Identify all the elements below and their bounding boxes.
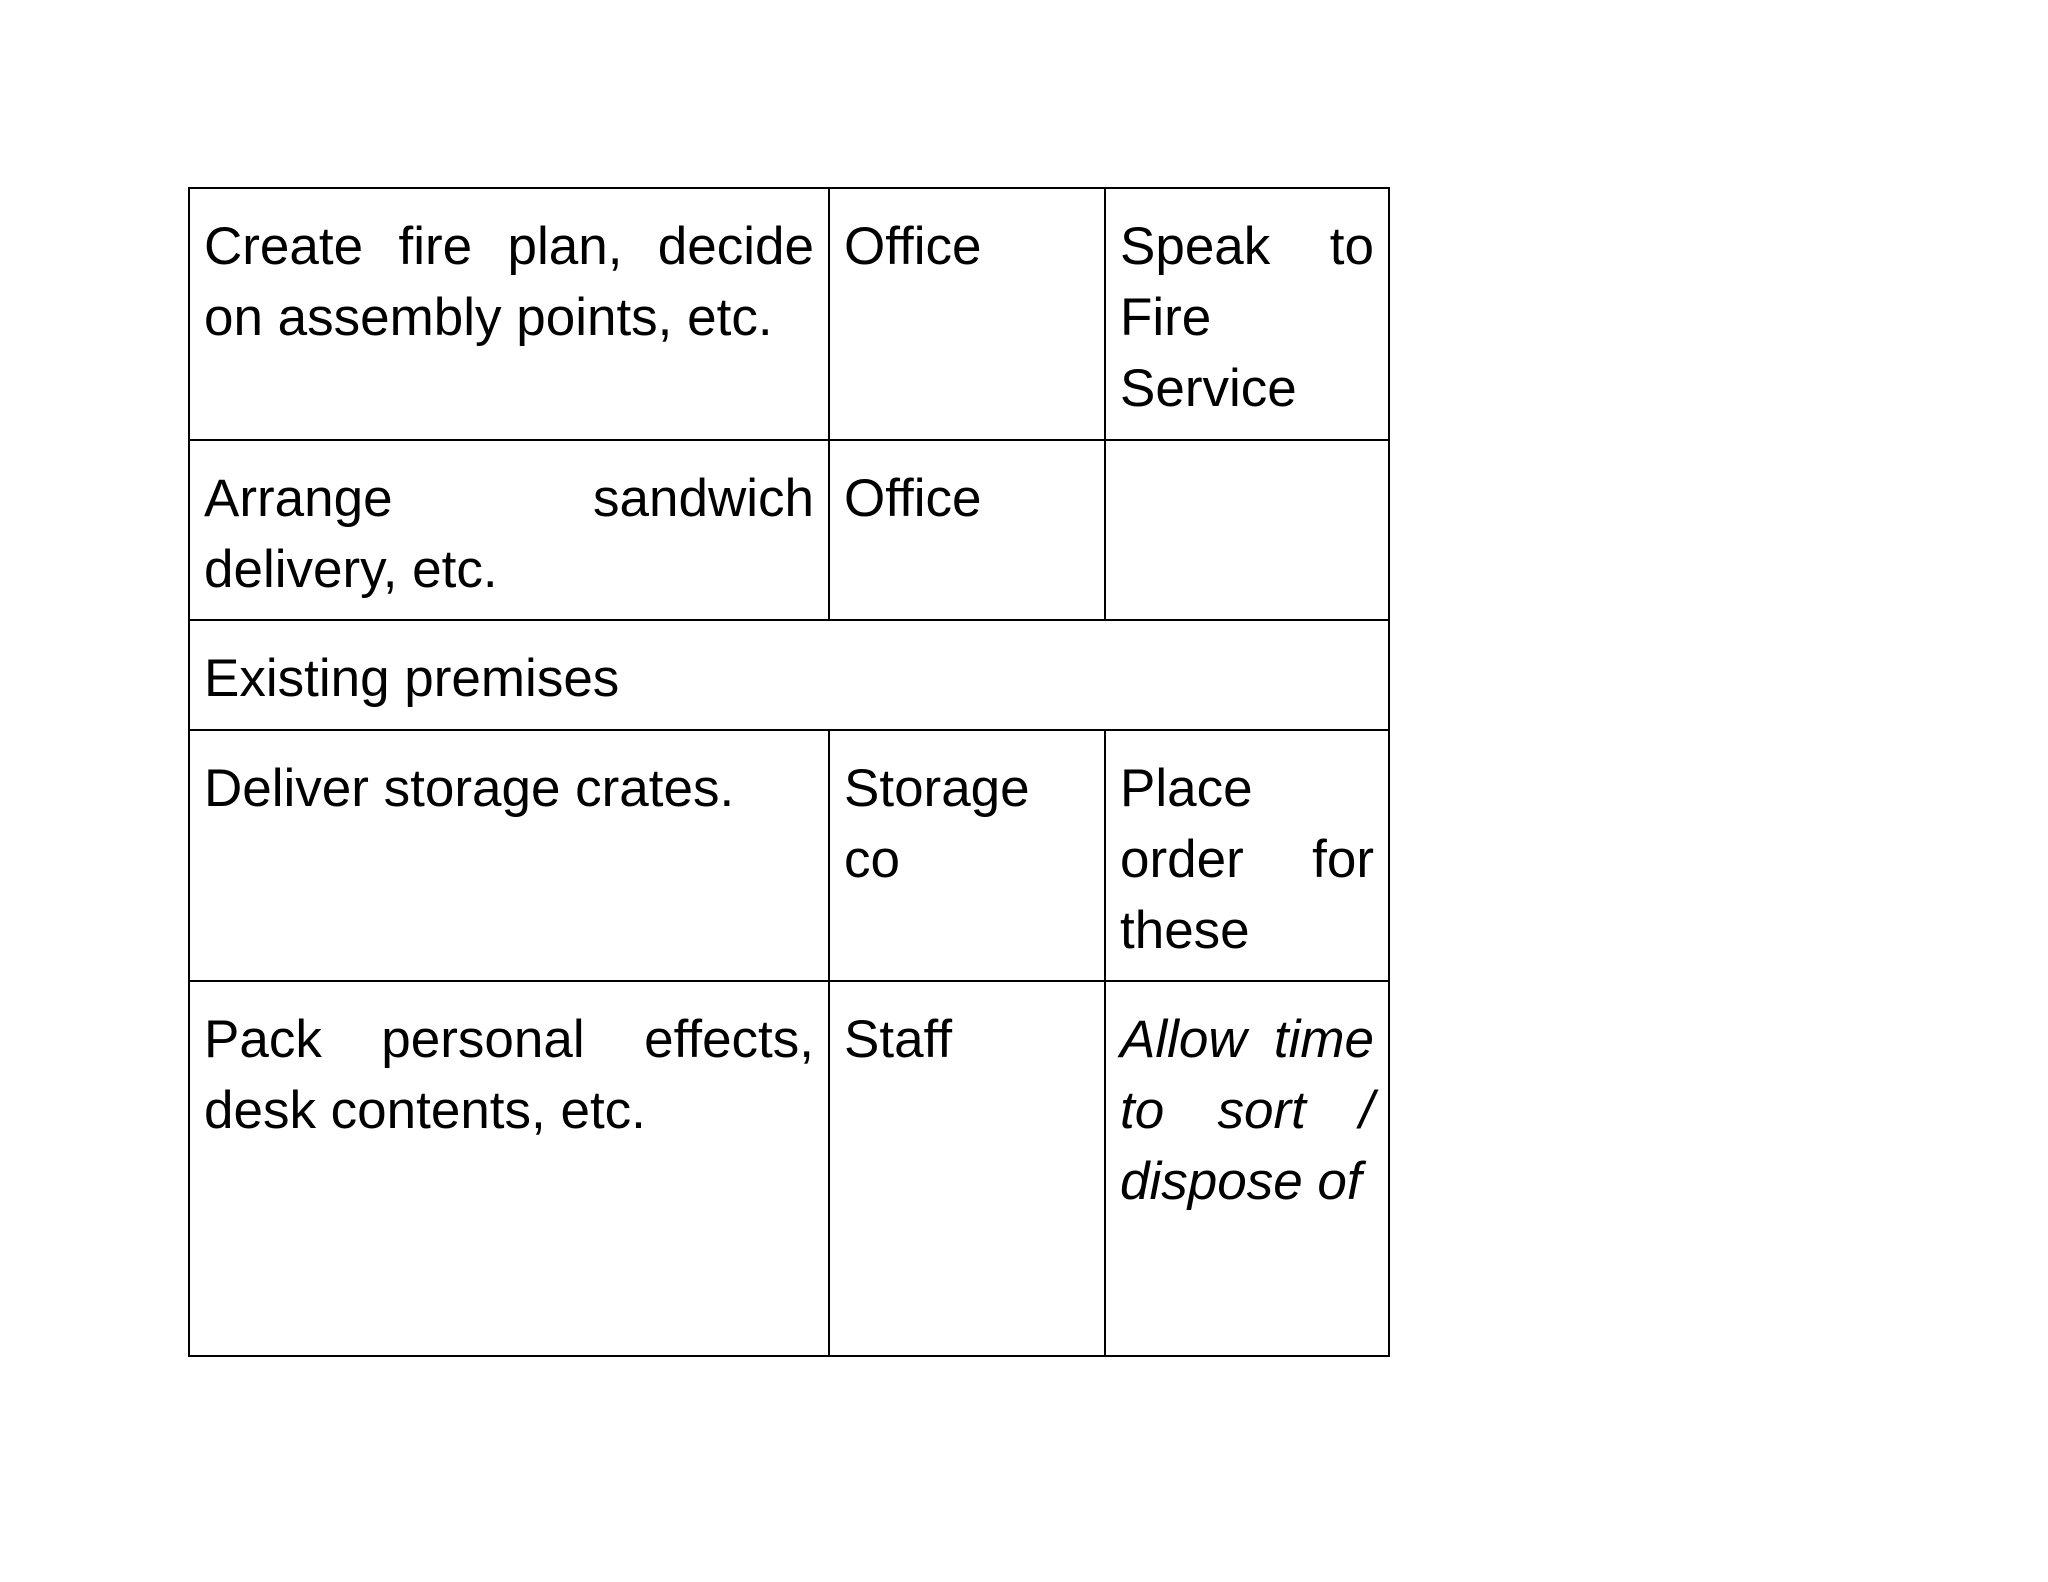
- responsible-cell: Office: [829, 440, 1105, 620]
- notes-cell: Allow time to sort / dispose of: [1105, 981, 1389, 1356]
- task-cell: Arrange sandwich delivery, etc.: [189, 440, 829, 620]
- responsible-cell: Storage co: [829, 730, 1105, 981]
- section-row: [189, 620, 1389, 730]
- table-row: [189, 188, 1389, 440]
- section-heading-cell: Existing premises: [189, 620, 1389, 730]
- notes-cell: Speak to Fire Service: [1105, 188, 1389, 440]
- task-cell: Deliver storage crates.: [189, 730, 829, 981]
- responsible-cell: Office: [829, 188, 1105, 440]
- table-row: [189, 981, 1389, 1356]
- task-cell: Create fire plan, decide on assembly points, etc.: [189, 188, 829, 440]
- task-table: [188, 187, 1390, 1357]
- notes-cell: [1105, 440, 1389, 620]
- table-row: [189, 730, 1389, 981]
- task-cell: Pack personal effects, desk contents, etc.: [189, 981, 829, 1356]
- responsible-cell: Staff: [829, 981, 1105, 1356]
- notes-cell: Place order for these: [1105, 730, 1389, 981]
- table-row: [189, 440, 1389, 620]
